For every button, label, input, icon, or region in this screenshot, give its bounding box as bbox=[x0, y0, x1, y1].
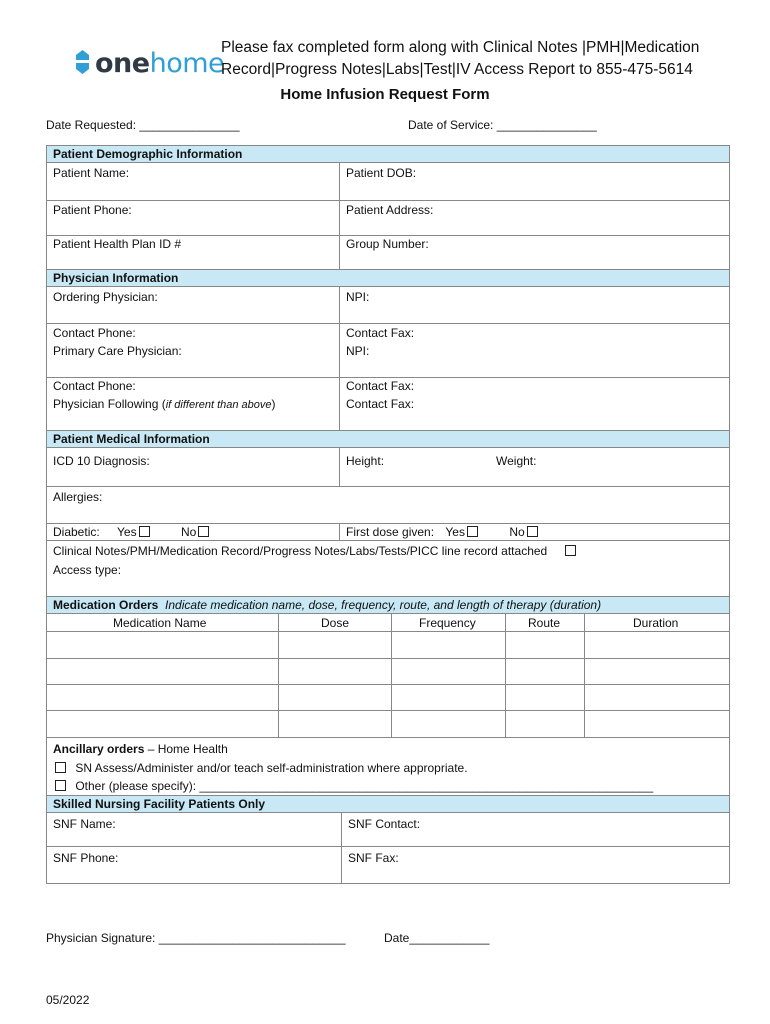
contact-phone-field[interactable]: Contact Phone: bbox=[53, 326, 136, 340]
section-physician-information: Physician Information bbox=[47, 269, 729, 287]
first-dose-yes-checkbox[interactable] bbox=[467, 526, 478, 537]
date-of-service-field[interactable]: Date of Service: _______________ bbox=[408, 118, 597, 132]
contact-fax-field-2[interactable]: Contact Fax: bbox=[346, 379, 415, 393]
column-route: Route bbox=[528, 616, 561, 630]
first-dose-no-checkbox[interactable] bbox=[527, 526, 538, 537]
sn-assess-checkbox[interactable] bbox=[55, 762, 66, 773]
access-type-field[interactable]: Access type: bbox=[53, 563, 122, 577]
form-title: Home Infusion Request Form bbox=[280, 86, 490, 103]
medication-row[interactable] bbox=[47, 685, 729, 710]
contact-fax-field-3[interactable]: Contact Fax: bbox=[346, 397, 415, 411]
physician-following-field[interactable]: Physician Following (if different than above) bbox=[53, 397, 276, 411]
snf-fax-field[interactable]: SNF Fax: bbox=[348, 851, 399, 865]
physician-signature-field[interactable]: Physician Signature: ____________________________ bbox=[46, 931, 346, 945]
diabetic-no-checkbox[interactable] bbox=[198, 526, 209, 537]
form-version: 05/2022 bbox=[46, 993, 90, 1007]
diabetic-yes-checkbox[interactable] bbox=[139, 526, 150, 537]
column-medication-name: Medication Name bbox=[113, 616, 207, 630]
group-number-field[interactable]: Group Number: bbox=[346, 237, 429, 251]
height-field[interactable]: Height: bbox=[346, 454, 385, 468]
section-patient-medical-information: Patient Medical Information bbox=[47, 430, 729, 448]
diabetic-row: Diabetic: Yes No bbox=[53, 525, 211, 539]
other-checkbox[interactable] bbox=[55, 780, 66, 791]
patient-name-field[interactable]: Patient Name: bbox=[53, 166, 130, 180]
patient-dob-field[interactable]: Patient DOB: bbox=[346, 166, 417, 180]
medication-row[interactable] bbox=[47, 711, 729, 737]
icd10-diagnosis-field[interactable]: ICD 10 Diagnosis: bbox=[53, 454, 150, 468]
npi-field-2[interactable]: NPI: bbox=[346, 344, 370, 358]
snf-name-field[interactable]: SNF Name: bbox=[53, 817, 116, 831]
contact-phone-field-2[interactable]: Contact Phone: bbox=[53, 379, 136, 393]
patient-phone-field[interactable]: Patient Phone: bbox=[53, 203, 132, 217]
date-requested-field[interactable]: Date Requested: _______________ bbox=[46, 118, 240, 132]
section-skilled-nursing-facility: Skilled Nursing Facility Patients Only bbox=[47, 795, 729, 813]
snf-phone-field[interactable]: SNF Phone: bbox=[53, 851, 119, 865]
fax-instruction: Please fax completed form along with Clinical Notes |PMH|Medication Record|Progress Notes|Labs|Test|IV Access Report to 855-475-5614 bbox=[221, 39, 700, 78]
request-form bbox=[46, 145, 730, 884]
patient-address-field[interactable]: Patient Address: bbox=[346, 203, 434, 217]
clinical-notes-attached-checkbox[interactable] bbox=[565, 545, 576, 556]
column-dose: Dose bbox=[321, 616, 350, 630]
column-duration: Duration bbox=[633, 616, 679, 630]
column-frequency: Frequency bbox=[419, 616, 476, 630]
ancillary-orders-label: Ancillary orders – Home Health bbox=[53, 742, 228, 756]
onehome-logo-icon bbox=[74, 49, 91, 75]
ancillary-option-other: Other (please specify): ____________________________________________________________________ bbox=[53, 779, 653, 793]
allergies-field[interactable]: Allergies: bbox=[53, 490, 103, 504]
first-dose-row: First dose given: Yes No bbox=[346, 525, 540, 539]
npi-field[interactable]: NPI: bbox=[346, 290, 370, 304]
ancillary-option-sn-assess: SN Assess/Administer and/or teach self-administration where appropriate. bbox=[53, 761, 468, 775]
health-plan-id-field[interactable]: Patient Health Plan ID # bbox=[53, 237, 182, 251]
primary-care-physician-field[interactable]: Primary Care Physician: bbox=[53, 344, 182, 358]
ordering-physician-field[interactable]: Ordering Physician: bbox=[53, 290, 158, 304]
section-patient-demographics: Patient Demographic Information bbox=[47, 145, 729, 163]
onehome-logo: onehome bbox=[95, 48, 225, 79]
clinical-notes-attached-row: Clinical Notes/PMH/Medication Record/Progress Notes/Labs/Tests/PICC line record attached bbox=[53, 544, 578, 558]
signature-date-field[interactable]: Date____________ bbox=[384, 931, 490, 945]
contact-fax-field[interactable]: Contact Fax: bbox=[346, 326, 415, 340]
weight-field[interactable]: Weight: bbox=[496, 454, 537, 468]
section-medication-orders: Medication Orders Indicate medication name, dose, frequency, route, and length of therapy (duration) bbox=[47, 596, 729, 614]
medication-row[interactable] bbox=[47, 632, 729, 658]
medication-row[interactable] bbox=[47, 659, 729, 684]
snf-contact-field[interactable]: SNF Contact: bbox=[348, 817, 421, 831]
